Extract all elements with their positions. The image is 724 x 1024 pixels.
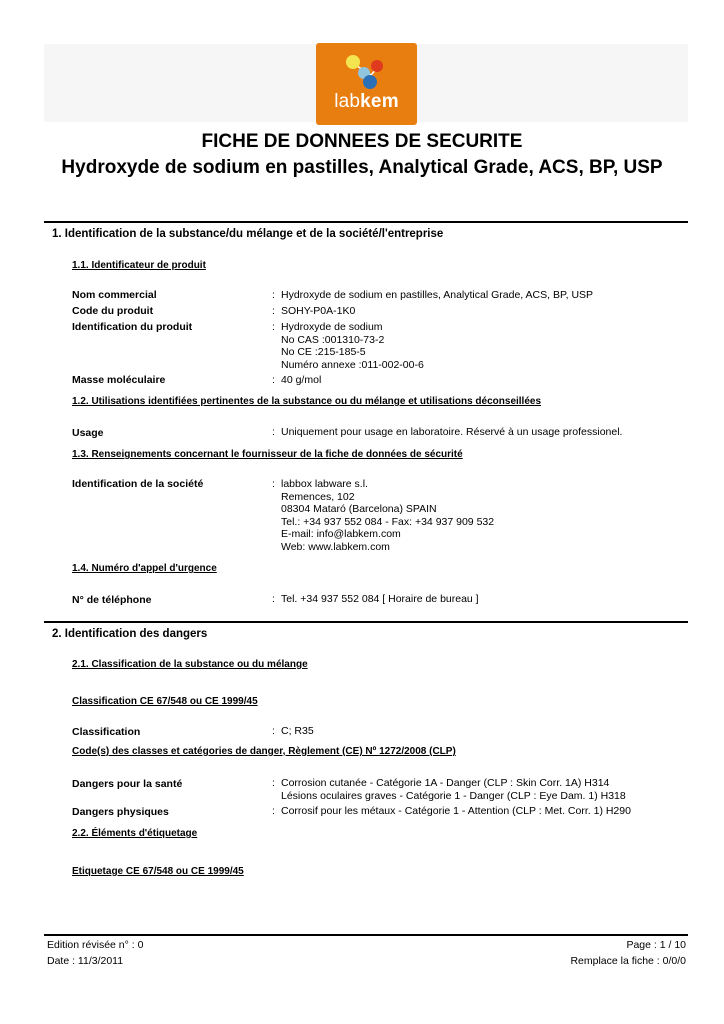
colon: :: [272, 426, 275, 438]
footer-remplace: Remplace la fiche : 0/0/0: [570, 955, 686, 967]
label-dangers-physiques: Dangers physiques: [72, 806, 169, 818]
subsection-2-2: 2.2. Éléments d'étiquetage: [72, 828, 198, 839]
value-code-produit: SOHY-P0A-1K0: [281, 305, 356, 317]
molecule-icon: [338, 51, 398, 93]
document-title: FICHE DE DONNEES DE SECURITE: [201, 131, 523, 152]
colon: :: [272, 805, 275, 817]
label-telephone: N° de téléphone: [72, 594, 152, 606]
company-line: Remences, 102: [281, 490, 355, 503]
subsection-2-1: 2.1. Classification de la substance ou du mélange: [72, 659, 308, 670]
hazard-line: Corrosion cutanée - Catégorie 1A - Danger (CLP : Skin Corr. 1A) H314: [281, 777, 610, 789]
colon: :: [272, 593, 275, 605]
footer-date: Date : 11/3/2011: [47, 955, 124, 967]
colon: :: [272, 478, 275, 490]
value-classification: C; R35: [281, 725, 314, 737]
value-dangers-physiques: Corrosif pour les métaux - Catégorie 1 - Attention (CLP : Met. Corr. 1) H290: [281, 805, 631, 817]
subsection-1-4: 1.4. Numéro d'appel d'urgence: [72, 563, 217, 574]
subheading-classification-ce: Classification CE 67/548 ou CE 1999/45: [72, 696, 258, 707]
label-identification-produit: Identification du produit: [72, 321, 193, 333]
labkem-logo: [316, 43, 417, 125]
company-email[interactable]: E-mail: info@labkem.com: [281, 528, 401, 540]
ident-line: No CE :215-185-5: [281, 346, 366, 358]
label-masse-moleculaire: Masse moléculaire: [72, 374, 166, 386]
section-2-heading: 2. Identification des dangers: [52, 628, 208, 640]
hazard-line: Lésions oculaires graves - Catégorie 1 - Danger (CLP : Eye Dam. 1) H318: [281, 789, 626, 802]
label-code-produit: Code du produit: [72, 305, 154, 317]
value-nom-commercial: Hydroxyde de sodium en pastilles, Analytical Grade, ACS, BP, USP: [281, 289, 594, 301]
label-classification: Classification: [72, 726, 141, 738]
colon: :: [272, 725, 275, 737]
subheading-etiquetage: Etiquetage CE 67/548 ou CE 1999/45: [72, 866, 244, 877]
ident-line: Numéro annexe :011-002-00-6: [281, 358, 424, 371]
logo-wordmark: labkem: [334, 91, 399, 112]
value-telephone: Tel. +34 937 552 084 [ Horaire de bureau ]: [281, 593, 479, 605]
value-masse-moleculaire: 40 g/mol: [281, 374, 322, 386]
colon: :: [272, 321, 275, 333]
ident-line: Hydroxyde de sodium: [281, 321, 383, 333]
footer-divider: [44, 934, 688, 936]
section-divider: [44, 621, 688, 623]
value-identification-societe: [281, 478, 494, 553]
company-line: labbox labware s.l.: [281, 478, 368, 490]
company-web[interactable]: Web: www.labkem.com: [281, 540, 390, 553]
subheading-clp: Code(s) des classes et catégories de danger, Règlement (CE) Nº 1272/2008 (CLP): [72, 746, 456, 757]
colon: :: [272, 289, 275, 301]
label-nom-commercial: Nom commercial: [72, 289, 157, 301]
value-identification-produit: [281, 321, 424, 371]
subsection-1-2: 1.2. Utilisations identifiées pertinentes de la substance ou du mélange et utilisations déconseillées: [72, 396, 542, 407]
section-1-heading: 1. Identification de la substance/du mélange et de la société/l'entreprise: [52, 228, 444, 240]
label-usage: Usage: [72, 427, 104, 439]
footer-edition: Edition révisée n° : 0: [47, 939, 144, 951]
value-usage: Uniquement pour usage en laboratoire. Réservé à un usage professionel.: [281, 426, 623, 438]
company-line: 08304 Mataró (Barcelona) SPAIN: [281, 503, 437, 515]
colon: :: [272, 305, 275, 317]
subsection-1-1: 1.1. Identificateur de produit: [72, 260, 206, 271]
subsection-1-3: 1.3. Renseignements concernant le fournisseur de la fiche de données de sécurité: [72, 449, 463, 460]
label-identification-societe: Identification de la société: [72, 478, 204, 490]
footer-page: Page : 1 / 10: [626, 939, 686, 951]
section-divider: [44, 221, 688, 223]
colon: :: [272, 374, 275, 386]
label-dangers-sante: Dangers pour la santé: [72, 778, 183, 790]
ident-line: No CAS :001310-73-2: [281, 333, 385, 346]
colon: :: [272, 777, 275, 789]
product-title: Hydroxyde de sodium en pastilles, Analytical Grade, ACS, BP, USP: [61, 157, 663, 178]
company-line: Tel.: +34 937 552 084 - Fax: +34 937 909 532: [281, 515, 495, 528]
value-dangers-sante: [281, 777, 626, 802]
